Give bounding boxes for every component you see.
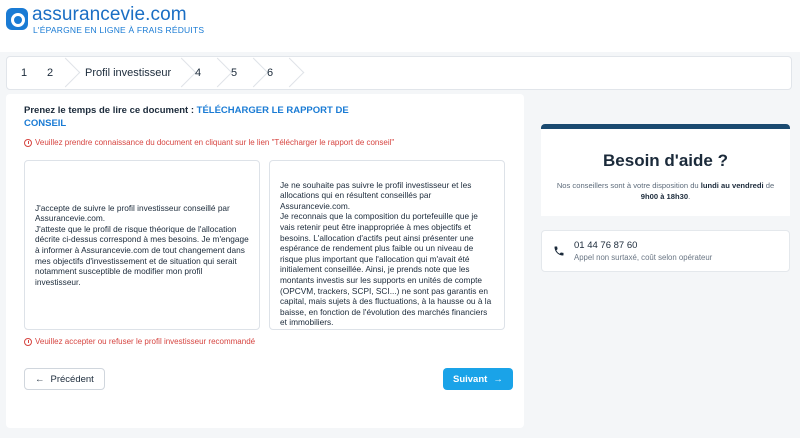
step-separator [61, 57, 71, 89]
step-separator [249, 57, 259, 89]
previous-button[interactable]: ← Précédent [24, 368, 105, 390]
step-2[interactable]: 2 [47, 67, 54, 79]
refuse-profile-option[interactable]: Je ne souhaite pas suivre le profil investisseur et les allocations qui en résultent conseillés par Assurancevie.com. Je reconnais que la composition du portefeuille que je vais retenir peut être inappropriée à mes objectifs et besoins. L'allocation d'actifs peut ainsi présenter une espérance de rendement plus faible ou un niveau de risque plus important que l'allocation qui m'avait été initialement conseillée. Ainsi, je prends note que les montants investis sur les supports en unités de compte (OPCVM, trackers, SCPI, SCI...) ne sont pas garantis en capital, mais sujets à des fluctuations, à la hausse ou à la baisse, en fonction de l'évolution des marchés financiers et immobiliers. [269, 160, 505, 330]
accept-profile-option[interactable]: J'accepte de suivre le profil investisseur conseillé par Assurancevie.com. J'atteste que le profil de risque théorique de l'allocation décrite ci-dessus correspond à mes besoins. Je m'engage à informer à Assurancevie.com de tout changement dans mes objectifs d'investissement et de situation qui serait notamment susceptible de modifier mon profil investisseur. [24, 160, 260, 330]
step-4[interactable]: 4 [195, 67, 202, 79]
step-profil-investisseur[interactable]: Profil investisseur [85, 67, 172, 79]
phone-note: Appel non surtaxé, coût selon opérateur [574, 253, 713, 262]
header [0, 0, 800, 52]
brand-tagline: L'ÉPARGNE EN LIGNE À FRAIS RÉDUITS [33, 25, 205, 35]
step-separator [213, 57, 223, 89]
step-separator [177, 57, 187, 89]
arrow-right-icon: → [493, 373, 503, 385]
stepper [6, 56, 792, 90]
step-separator [285, 57, 295, 89]
next-button[interactable]: Suivant → [443, 368, 513, 390]
step-1[interactable]: 1 [21, 67, 28, 79]
warning-icon [24, 338, 32, 346]
download-report-link[interactable]: TÉLÉCHARGER LE RAPPORT DE CONSEIL [24, 105, 349, 129]
warning-icon [24, 139, 32, 147]
choice-warning: Veuillez accepter ou refuser le profil investisseur recommandé [24, 337, 255, 346]
brand-name[interactable]: assurancevie.com [32, 4, 187, 25]
step-6[interactable]: 6 [267, 67, 274, 79]
help-text: Nos conseillers sont à votre disposition du lundi au vendredi de 9h00 à 18h30. [556, 181, 775, 201]
phone-icon [553, 245, 565, 257]
phone-number[interactable]: 01 44 76 87 60 [574, 240, 638, 251]
step-5[interactable]: 5 [231, 67, 238, 79]
investor-profile-card [6, 94, 524, 428]
read-document-warning: Veuillez prendre connaissance du document en cliquant sur le lien "Télécharger le rapport de conseil" [24, 138, 394, 147]
arrow-left-icon: ← [35, 373, 45, 385]
phone-contact[interactable] [541, 230, 790, 272]
help-card [541, 124, 790, 216]
document-prompt: Prenez le temps de lire ce document : TÉLÉCHARGER LE RAPPORT DE CONSEIL [24, 105, 349, 129]
help-title: Besoin d'aide ? [603, 151, 728, 170]
logo-icon[interactable] [6, 8, 28, 30]
